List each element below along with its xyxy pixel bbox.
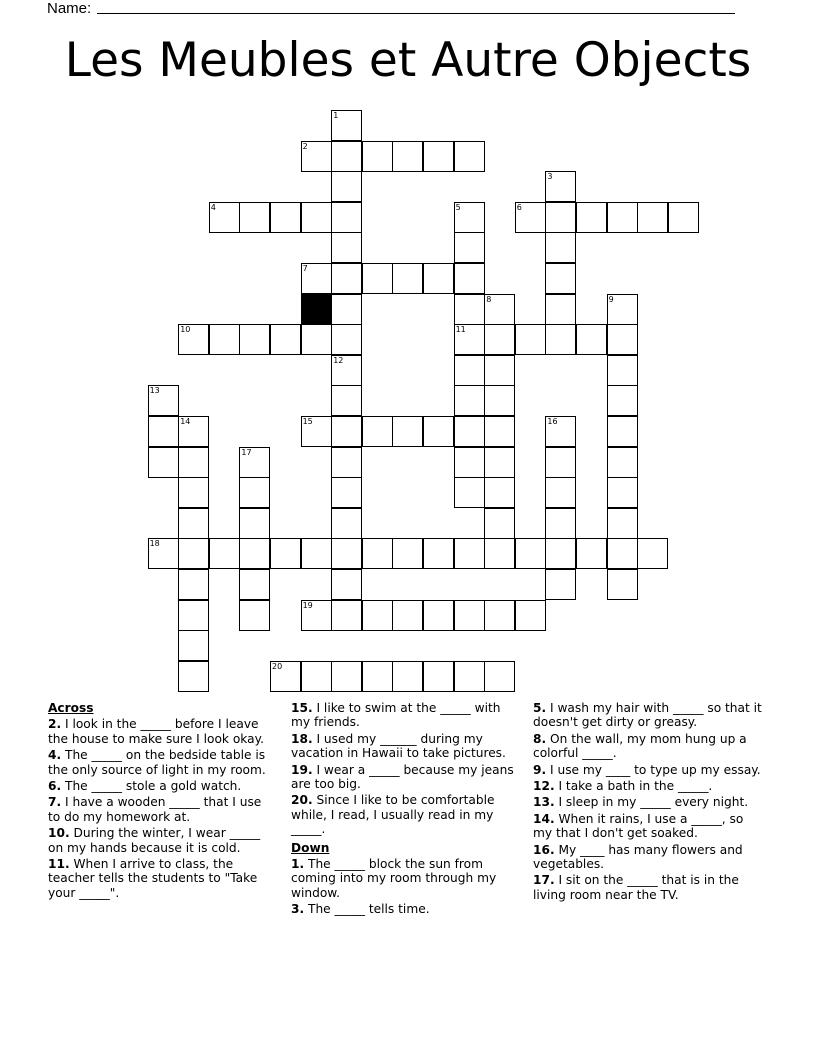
down-heading: Down <box>291 840 330 855</box>
grid-cell[interactable] <box>331 355 362 386</box>
clue-number-2: 2 <box>302 141 308 151</box>
grid-cell[interactable] <box>331 447 362 478</box>
grid-cell[interactable] <box>270 202 301 233</box>
grid-cell[interactable] <box>545 263 576 294</box>
clue-number: 7. <box>48 795 62 810</box>
grid-cell[interactable] <box>392 263 423 294</box>
grid-cell[interactable] <box>301 416 332 447</box>
clue-number: 8. <box>533 731 547 746</box>
grid-cell[interactable] <box>209 324 240 355</box>
grid-cell[interactable] <box>148 385 179 416</box>
grid-cell[interactable] <box>270 324 301 355</box>
clue-text: I take a bath in the _____. <box>554 779 713 794</box>
grid-cell[interactable] <box>668 202 699 233</box>
clue-number: 1. <box>291 857 305 872</box>
clue-number: 6. <box>48 779 62 794</box>
grid-cell[interactable] <box>454 661 485 692</box>
grid-cell[interactable] <box>362 141 393 172</box>
grid-cell[interactable] <box>178 538 209 569</box>
grid-cell[interactable] <box>392 600 423 631</box>
across-clue-list-continued <box>291 701 519 837</box>
grid-cell[interactable] <box>454 324 485 355</box>
clue-text: The _____ stole a gold watch. <box>61 779 242 794</box>
clue-number: 15. <box>291 701 313 715</box>
grid-cell[interactable] <box>301 202 332 233</box>
grid-cell[interactable] <box>178 600 209 631</box>
clue-number-5: 5 <box>455 202 461 212</box>
clue-text: Since I like to be comfortable while, I read, I usually read in my _____. <box>291 793 495 837</box>
clue-number-7: 7 <box>302 264 308 273</box>
grid-cell[interactable] <box>178 508 209 539</box>
grid-cell[interactable] <box>301 600 332 631</box>
grid-cell[interactable] <box>239 324 270 355</box>
grid-cell[interactable] <box>423 416 454 447</box>
clue-number-8: 8 <box>486 294 492 304</box>
clue-number: 14. <box>533 811 555 826</box>
across-clue <box>48 717 276 746</box>
grid-cell[interactable] <box>178 630 209 661</box>
grid-cell[interactable] <box>239 600 270 631</box>
grid-cell[interactable] <box>423 538 454 569</box>
clue-text: On the wall, my mom hung up a colorful _____. <box>533 731 747 761</box>
grid-cell[interactable] <box>270 661 301 692</box>
grid-cell[interactable] <box>331 324 362 355</box>
across-clue-list <box>48 717 276 900</box>
clue-text: When I arrive to class, the teacher tells the students to "Take your _____". <box>48 857 258 900</box>
grid-cell[interactable] <box>178 324 209 355</box>
across-clue <box>291 732 519 761</box>
grid-cell[interactable] <box>148 538 179 569</box>
grid-cell[interactable] <box>454 294 485 325</box>
across-clue <box>48 857 276 900</box>
grid-cell[interactable] <box>515 600 546 631</box>
across-clue <box>291 701 519 730</box>
grid-cell[interactable] <box>239 477 270 508</box>
clue-number-4: 4 <box>210 202 216 212</box>
grid-cell[interactable] <box>331 569 362 600</box>
clue-text: I like to swim at the _____ with my friends. <box>291 701 501 730</box>
grid-cell[interactable] <box>607 477 638 508</box>
clue-number: 3. <box>291 902 305 917</box>
grid-cell[interactable] <box>545 447 576 478</box>
grid-cell[interactable] <box>148 416 179 447</box>
grid-cell[interactable] <box>454 600 485 631</box>
grid-cell[interactable] <box>331 171 362 202</box>
grid-cell[interactable] <box>545 508 576 539</box>
grid-cell[interactable] <box>484 600 515 631</box>
clue-text: During the winter, I wear _____ on my hands because it is cold. <box>48 826 261 855</box>
clue-number: 17. <box>533 873 555 888</box>
grid-cell[interactable] <box>454 263 485 294</box>
grid-cell[interactable] <box>239 508 270 539</box>
grid-cell[interactable] <box>362 538 393 569</box>
clue-text: I use my ____ to type up my essay. <box>546 762 761 777</box>
grid-cell[interactable] <box>423 141 454 172</box>
grid-cell[interactable] <box>484 538 515 569</box>
down-clue <box>533 873 763 902</box>
clue-number-18: 18 <box>149 539 160 549</box>
grid-cell[interactable] <box>178 477 209 508</box>
grid-cell[interactable] <box>392 538 423 569</box>
grid-cell[interactable] <box>484 385 515 416</box>
grid-cell[interactable] <box>454 447 485 478</box>
grid-cell[interactable] <box>515 324 546 355</box>
grid-cell[interactable] <box>545 232 576 263</box>
grid-cell[interactable] <box>209 538 240 569</box>
grid-cell[interactable] <box>545 324 576 355</box>
grid-cell[interactable] <box>607 538 638 569</box>
grid-cell[interactable] <box>423 600 454 631</box>
across-clue <box>291 793 519 836</box>
across-heading: Across <box>48 701 94 715</box>
grid-cell[interactable] <box>545 202 576 233</box>
clue-number-14: 14 <box>180 417 191 426</box>
grid-cell[interactable] <box>545 538 576 569</box>
clues-column-2 <box>291 701 519 919</box>
down-clue <box>291 902 519 916</box>
grid-cell[interactable] <box>576 202 607 233</box>
grid-cell[interactable] <box>301 661 332 692</box>
grid-cell[interactable] <box>178 447 209 478</box>
clue-number: 18. <box>291 731 313 746</box>
clue-number: 2. <box>48 717 62 732</box>
clue-text: The _____ tells time. <box>304 902 430 917</box>
grid-cell[interactable] <box>331 538 362 569</box>
grid-cell[interactable] <box>607 294 638 325</box>
grid-cell[interactable] <box>331 110 362 141</box>
clue-number-6: 6 <box>516 202 522 212</box>
grid-cell[interactable] <box>301 141 332 172</box>
grid-cell[interactable] <box>545 294 576 325</box>
grid-cell[interactable] <box>362 600 393 631</box>
clue-number: 13. <box>533 795 555 810</box>
down-clue-list-continued <box>533 701 763 902</box>
grid-cell[interactable] <box>454 385 485 416</box>
grid-cell[interactable] <box>484 324 515 355</box>
clue-number-11: 11 <box>455 325 466 335</box>
clue-text: I wear a _____ because my jeans are too big. <box>291 762 514 792</box>
name-label: Name: <box>47 0 92 17</box>
grid-cell[interactable] <box>423 263 454 294</box>
clue-text: I used my ______ during my vacation in Hawaii to take pictures. <box>291 731 506 761</box>
page-title: Les Meubles et Autre Objects <box>64 33 752 88</box>
grid-cell[interactable] <box>362 416 393 447</box>
clue-text: When it rains, I use a _____, so my that I don't get soaked. <box>533 811 744 841</box>
grid-cell[interactable] <box>392 141 423 172</box>
clue-number-15: 15 <box>302 417 313 426</box>
grid-cell[interactable] <box>484 416 515 447</box>
down-clue-list <box>291 857 519 917</box>
clue-number-16: 16 <box>547 417 558 426</box>
across-clue <box>48 779 276 793</box>
grid-cell[interactable] <box>331 141 362 172</box>
grid-cell[interactable] <box>484 508 515 539</box>
grid-cell[interactable] <box>454 355 485 386</box>
clue-number: 11. <box>48 857 70 872</box>
grid-cell[interactable] <box>178 416 209 447</box>
grid-cell[interactable] <box>454 232 485 263</box>
clue-number-1: 1 <box>333 111 339 120</box>
grid-cell[interactable] <box>484 447 515 478</box>
grid-cell[interactable] <box>331 294 362 325</box>
down-clue <box>533 732 763 761</box>
clue-number: 19. <box>291 762 313 777</box>
clue-number: 4. <box>48 748 62 763</box>
grid-cell[interactable] <box>301 324 332 355</box>
clue-number: 16. <box>533 842 555 857</box>
grid-cell[interactable] <box>484 477 515 508</box>
clue-number-20: 20 <box>272 661 283 671</box>
grid-cell[interactable] <box>301 538 332 569</box>
grid-cell[interactable] <box>484 661 515 692</box>
grid-cell[interactable] <box>607 569 638 600</box>
grid-cell[interactable] <box>331 477 362 508</box>
grid-cell[interactable] <box>362 263 393 294</box>
clue-number-9: 9 <box>608 294 614 304</box>
grid-cell[interactable] <box>178 569 209 600</box>
clue-text: I sleep in my _____ every night. <box>554 795 749 810</box>
grid-cell[interactable] <box>607 508 638 539</box>
down-clue <box>533 701 763 730</box>
grid-cell[interactable] <box>607 385 638 416</box>
grid-cell[interactable] <box>607 324 638 355</box>
grid-cell[interactable] <box>331 508 362 539</box>
grid-cell[interactable] <box>239 569 270 600</box>
clue-text: My ____ has many flowers and vegetables. <box>533 842 743 872</box>
grid-cell[interactable] <box>331 202 362 233</box>
grid-cell[interactable] <box>331 600 362 631</box>
grid-cell[interactable] <box>301 263 332 294</box>
clue-number-3: 3 <box>547 172 553 182</box>
grid-cell[interactable] <box>392 661 423 692</box>
grid-cell[interactable] <box>484 294 515 325</box>
down-clue <box>533 795 763 809</box>
grid-cell[interactable] <box>331 263 362 294</box>
down-clue <box>533 843 763 872</box>
down-clue <box>533 812 763 841</box>
clue-number: 9. <box>533 762 547 777</box>
grid-cell[interactable] <box>545 171 576 202</box>
grid-cell[interactable] <box>454 538 485 569</box>
clues-column-3 <box>533 701 763 904</box>
grid-cell[interactable] <box>515 538 546 569</box>
clue-number: 12. <box>533 779 555 794</box>
blocked-cell <box>301 294 332 325</box>
clue-text: I have a wooden _____ that I use to do my homework at. <box>48 795 262 824</box>
clue-number-10: 10 <box>180 325 191 335</box>
clues-column-1 <box>48 701 276 902</box>
clue-number-13: 13 <box>149 386 160 396</box>
grid-cell[interactable] <box>515 202 546 233</box>
grid-cell[interactable] <box>331 416 362 447</box>
across-clue <box>48 748 276 777</box>
grid-cell[interactable] <box>576 324 607 355</box>
grid-cell[interactable] <box>484 355 515 386</box>
grid-cell[interactable] <box>576 538 607 569</box>
grid-cell[interactable] <box>454 477 485 508</box>
grid-cell[interactable] <box>454 202 485 233</box>
down-clue <box>533 763 763 777</box>
grid-cell[interactable] <box>331 232 362 263</box>
clue-number: 20. <box>291 793 313 808</box>
grid-cell[interactable] <box>239 538 270 569</box>
grid-cell[interactable] <box>239 447 270 478</box>
clue-text: I wash my hair with _____ so that it doesn't get dirty or greasy. <box>533 701 762 730</box>
clue-text: The _____ block the sun from coming into my room through my window. <box>291 857 497 900</box>
grid-cell[interactable] <box>545 477 576 508</box>
grid-cell[interactable] <box>637 202 668 233</box>
down-clue <box>533 779 763 793</box>
grid-cell[interactable] <box>392 416 423 447</box>
clue-number: 5. <box>533 701 547 715</box>
grid-cell[interactable] <box>423 661 454 692</box>
grid-cell[interactable] <box>362 661 393 692</box>
grid-cell[interactable] <box>607 416 638 447</box>
grid-cell[interactable] <box>178 661 209 692</box>
down-clue <box>291 857 519 900</box>
grid-cell[interactable] <box>454 416 485 447</box>
clue-text: The _____ on the bedside table is the only source of light in my room. <box>48 748 266 777</box>
across-clue <box>48 826 276 855</box>
grid-cell[interactable] <box>209 202 240 233</box>
across-clue <box>291 763 519 792</box>
grid-cell[interactable] <box>331 385 362 416</box>
clue-number-19: 19 <box>302 600 313 610</box>
grid-cell[interactable] <box>545 569 576 600</box>
grid-cell[interactable] <box>454 141 485 172</box>
grid-cell[interactable] <box>607 447 638 478</box>
grid-cell[interactable] <box>270 538 301 569</box>
clue-number: 10. <box>48 826 70 841</box>
grid-cell[interactable] <box>331 661 362 692</box>
grid-cell[interactable] <box>637 538 668 569</box>
grid-cell[interactable] <box>607 355 638 386</box>
clue-number-17: 17 <box>241 447 252 457</box>
grid-cell[interactable] <box>607 202 638 233</box>
grid-cell[interactable] <box>239 202 270 233</box>
across-clue <box>48 795 276 824</box>
clue-number-12: 12 <box>333 355 344 365</box>
clue-text: I sit on the _____ that is in the living room near the TV. <box>533 873 739 902</box>
grid-cell[interactable] <box>148 447 179 478</box>
grid-cell[interactable] <box>545 416 576 447</box>
clue-text: I look in the _____ before I leave the house to make sure I look okay. <box>48 717 264 746</box>
